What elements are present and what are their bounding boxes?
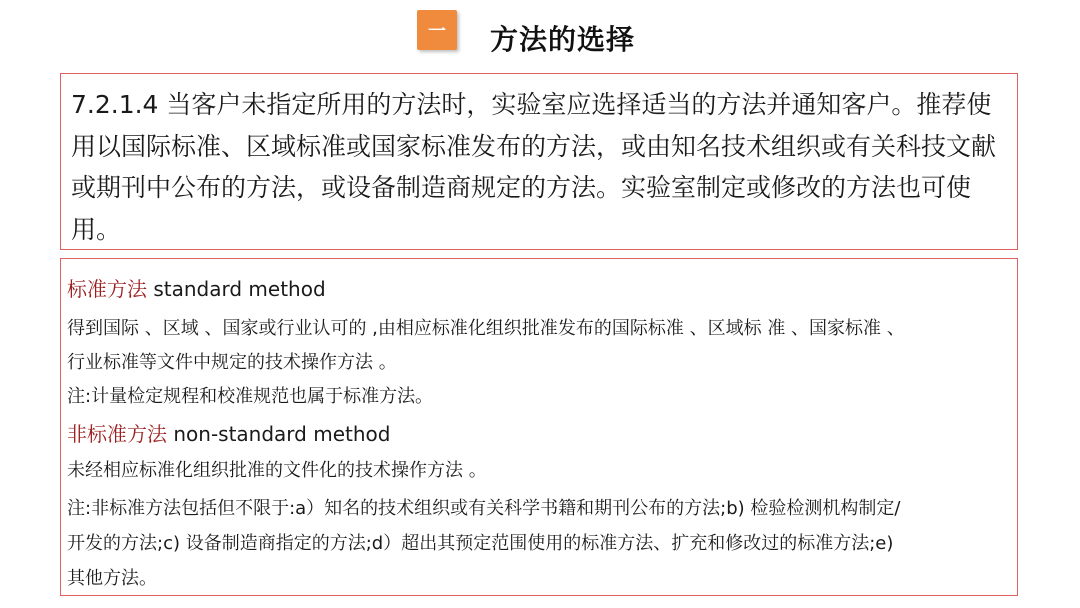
standard-method-term [67,273,326,302]
standard-method-definition-line2: 行业标准等文件中规定的技术操作方法 。 [67,352,397,373]
definitions-box [60,258,1018,596]
clause-text: 7.2.1.4 当客户未指定所用的方法时，实验室应选择适当的方法并通知客户。推荐使用以国际标准、区域标准或国家标准发布的方法，或由知名技术组织或有关科技文献或期刊中公布的方法，或设备制造商规定的方法。实验室制定或修改的方法也可使用。 [71,90,997,244]
nonstandard-method-definition: 未经相应标准化组织批准的文件化的技术操作方法 。 [67,460,487,481]
standard-method-term-cn: 标准方法 [67,277,147,301]
standard-method-definition-line1: 得到国际 、区域 、国家或行业认可的 ,由相应标准化组织批准发布的国际标准 、区域标 准 、国家标准 、 [67,318,905,339]
nonstandard-method-note-line2: 开发的方法;c) 设备制造商指定的方法;d）超出其预定范围使用的标准方法、扩充和修改过的标准方法;e) [67,533,894,554]
nonstandard-method-note-line1: 注:非标准方法包括但不限于:a）知名的技术组织或有关科学书籍和期刊公布的方法;b) 检验检测机构制定/ [67,498,901,519]
nonstandard-method-term-en: non-standard method [167,422,391,446]
nonstandard-method-term-cn: 非标准方法 [67,422,167,446]
section-number-badge [417,10,457,50]
clause-box [60,73,1018,250]
nonstandard-method-term [67,418,390,447]
standard-method-term-en: standard method [147,277,326,301]
slide-title: 方法的选择 [490,23,636,56]
section-number: 一 [428,21,446,42]
standard-method-note: 注:计量检定规程和校准规范也属于标准方法。 [67,386,434,407]
nonstandard-method-note-line3: 其他方法。 [67,568,157,589]
